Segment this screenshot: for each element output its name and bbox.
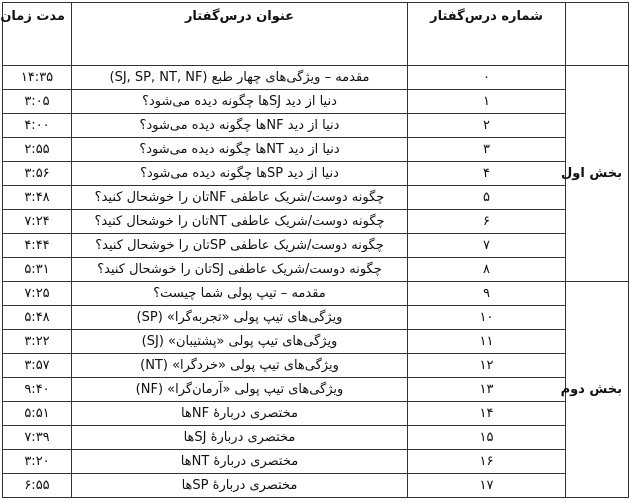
lesson-number: ۷ xyxy=(408,234,566,258)
lesson-duration: ۹:۴۰ xyxy=(3,378,72,402)
lesson-title: دنیا از دید SPها چگونه دیده می‌شود؟ xyxy=(72,162,408,186)
table-row xyxy=(3,354,629,378)
lesson-duration: ۳:۵۷ xyxy=(3,354,72,378)
lesson-title: ویژگی‌های تیپ پولی «خردگرا» (NT) xyxy=(72,354,408,378)
lesson-number: ۱۱ xyxy=(408,330,566,354)
table-row xyxy=(3,306,629,330)
lessons-table xyxy=(2,2,629,498)
lesson-duration: ۵:۴۸ xyxy=(3,306,72,330)
lesson-title: دنیا از دید SJها چگونه دیده می‌شود؟ xyxy=(72,90,408,114)
lesson-title: چگونه دوست/شریک عاطفی SJتان را خوشحال کنید؟ xyxy=(72,258,408,282)
table-row xyxy=(3,258,629,282)
lesson-number: ۴ xyxy=(408,162,566,186)
lesson-duration: ۷:۲۴ xyxy=(3,210,72,234)
table-row xyxy=(3,114,629,138)
lesson-title: مختصری دربارهٔ SJها xyxy=(72,426,408,450)
table-row xyxy=(3,186,629,210)
table-row xyxy=(3,162,629,186)
lesson-number: ۱۷ xyxy=(408,474,566,498)
lesson-number: ۳ xyxy=(408,138,566,162)
lesson-duration: ۴:۴۴ xyxy=(3,234,72,258)
table-row xyxy=(3,450,629,474)
header-row xyxy=(3,3,629,66)
lesson-title: ویژگی‌های تیپ پولی «تجربه‌گرا» (SP) xyxy=(72,306,408,330)
lesson-number: ۱۳ xyxy=(408,378,566,402)
table-row xyxy=(3,402,629,426)
lesson-title: مقدمه – ویژگی‌های چهار طبع (SJ, SP, NT, NF) xyxy=(72,66,408,90)
lesson-number: ۱۴ xyxy=(408,402,566,426)
lesson-duration: ۱۴:۳۵ xyxy=(3,66,72,90)
lesson-title: مقدمه – تیپ پولی شما چیست؟ xyxy=(72,282,408,306)
table-row xyxy=(3,210,629,234)
lesson-number: ۸ xyxy=(408,258,566,282)
lesson-title: مختصری دربارهٔ NTها xyxy=(72,450,408,474)
table-row xyxy=(3,282,629,306)
lesson-title: ویژگی‌های تیپ پولی «پشتیبان» (SJ) xyxy=(72,330,408,354)
lesson-number: ۵ xyxy=(408,186,566,210)
lesson-number: ۰ xyxy=(408,66,566,90)
lesson-title: چگونه دوست/شریک عاطفی NFتان را خوشحال کنید؟ xyxy=(72,186,408,210)
lesson-duration: ۵:۳۱ xyxy=(3,258,72,282)
lesson-title: مختصری دربارهٔ NFها xyxy=(72,402,408,426)
section-label: بخش دوم xyxy=(566,282,629,498)
lesson-title: ویژگی‌های تیپ پولی «آرمان‌گرا» (NF) xyxy=(72,378,408,402)
table-row xyxy=(3,66,629,90)
lesson-number: ۹ xyxy=(408,282,566,306)
lesson-number: ۱۵ xyxy=(408,426,566,450)
title-column-header: عنوان درس‌گفتار xyxy=(72,3,408,66)
table-row xyxy=(3,330,629,354)
lesson-number: ۱۰ xyxy=(408,306,566,330)
lesson-duration: ۳:۲۰ xyxy=(3,450,72,474)
lesson-number: ۱۲ xyxy=(408,354,566,378)
lesson-duration: ۳:۵۶ xyxy=(3,162,72,186)
lesson-title: دنیا از دید NFها چگونه دیده می‌شود؟ xyxy=(72,114,408,138)
lesson-title: چگونه دوست/شریک عاطفی SPتان را خوشحال کنید؟ xyxy=(72,234,408,258)
lesson-duration: ۳:۲۲ xyxy=(3,330,72,354)
table-row xyxy=(3,426,629,450)
lesson-title: دنیا از دید NTها چگونه دیده می‌شود؟ xyxy=(72,138,408,162)
lesson-number: ۱۶ xyxy=(408,450,566,474)
section-column-header xyxy=(566,3,629,66)
table-row xyxy=(3,474,629,498)
lesson-duration: ۳:۰۵ xyxy=(3,90,72,114)
lesson-duration: ۵:۵۱ xyxy=(3,402,72,426)
lesson-number: ۲ xyxy=(408,114,566,138)
lesson-duration: ۲:۵۵ xyxy=(3,138,72,162)
table-row xyxy=(3,90,629,114)
lesson-duration: ۷:۳۹ xyxy=(3,426,72,450)
table-row xyxy=(3,234,629,258)
table-row xyxy=(3,378,629,402)
lesson-number: ۱ xyxy=(408,90,566,114)
lesson-title: چگونه دوست/شریک عاطفی NTتان را خوشحال کنید؟ xyxy=(72,210,408,234)
duration-column-header: مدت زمان xyxy=(3,3,72,66)
section-label: بخش اول xyxy=(566,66,629,282)
lesson-number: ۶ xyxy=(408,210,566,234)
table-row xyxy=(3,138,629,162)
lesson-duration: ۴:۰۰ xyxy=(3,114,72,138)
lesson-duration: ۶:۵۵ xyxy=(3,474,72,498)
lesson-duration: ۳:۴۸ xyxy=(3,186,72,210)
table-body xyxy=(3,66,629,498)
lesson-duration: ۷:۲۵ xyxy=(3,282,72,306)
lesson-title: مختصری دربارهٔ SPها xyxy=(72,474,408,498)
number-column-header: شماره درس‌گفتار xyxy=(408,3,566,66)
